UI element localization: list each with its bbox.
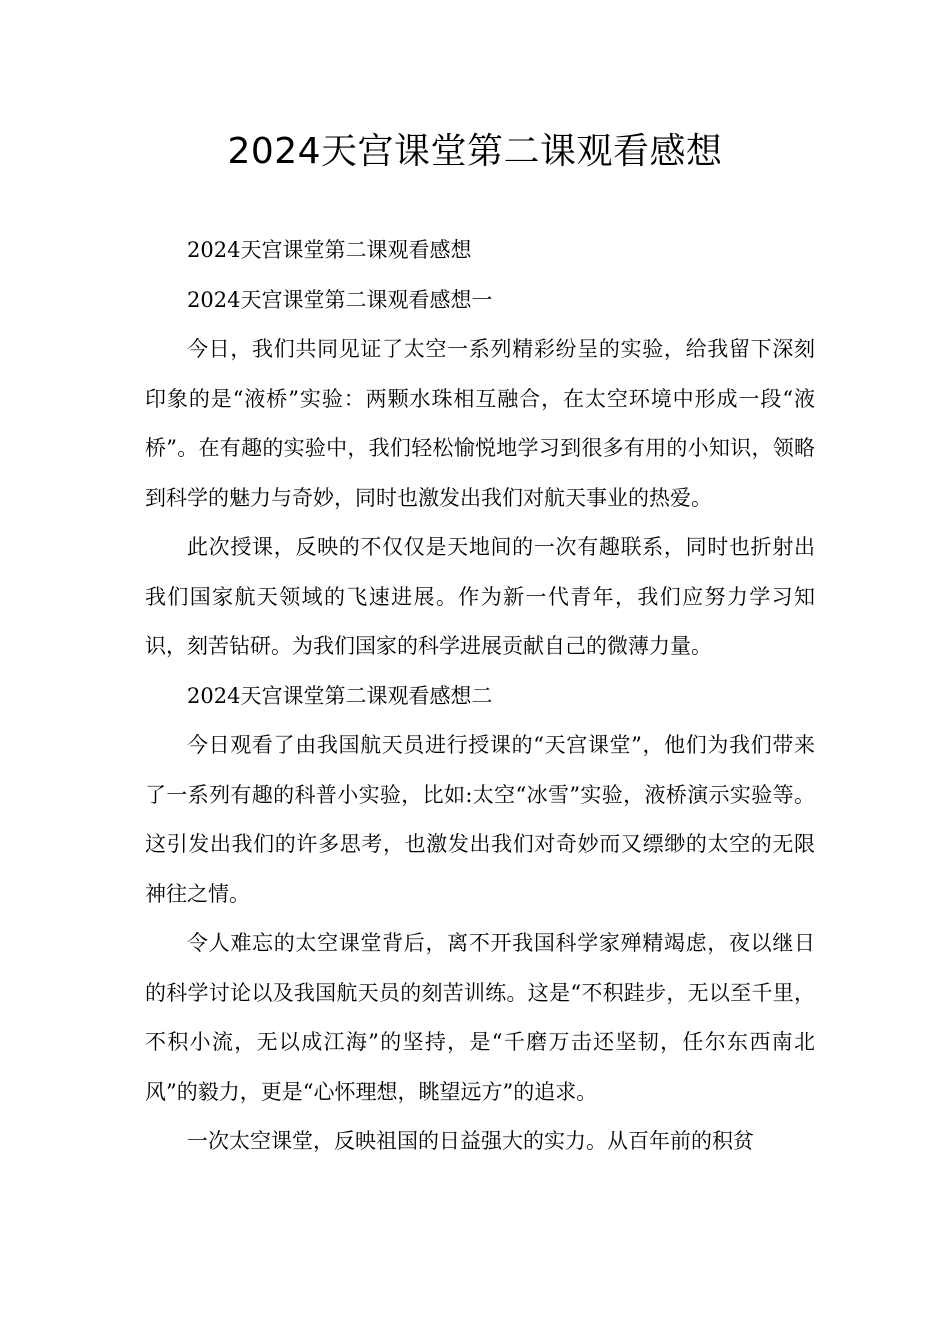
paragraph: 一次太空课堂，反映祖国的日益强大的实力。从百年前的积贫 [187,1129,754,1153]
paragraph: 今日，我们共同见证了太空一系列精彩纷呈的实验，给我留下深刻印象的是“液桥”实验：两颗水珠相互融合，在太空环境中形成一段“液桥”。在有趣的实验中，我们轻松愉悦地学习到很多有用的小知识，领略到科学的魅力与奇妙，同时也激发出我们对航天事业的热爱。 [145,337,815,510]
document-body [145,226,815,1167]
paragraph: 今日观看了由我国航天员进行授课的“天宫课堂”，他们为我们带来了一系列有趣的科普小实验，比如:太空“冰雪”实验，液桥演示实验等。这引发出我们的许多思考，也激发出我们对奇妙而又缥缈的太空的无限神往之情。 [145,733,815,906]
paragraph-subtitle: 2024天宫课堂第二课观看感想 [187,238,472,262]
paragraph-section-heading-1: 2024天宫课堂第二课观看感想一 [187,287,493,312]
paragraph: 令人难忘的太空课堂背后，离不开我国科学家殚精竭虑，夜以继日的科学讨论以及我国航天员的刻苦训练。这是“不积跬步，无以至千里，不积小流，无以成江海”的坚持，是“千磨万击还坚韧，任尔东西南北风”的毅力，更是“心怀理想，眺望远方”的追求。 [145,931,815,1104]
paragraph-section-heading-2: 2024天宫课堂第二课观看感想二 [187,683,493,708]
paragraph: 此次授课，反映的不仅仅是天地间的一次有趣联系，同时也折射出我们国家航天领域的飞速进展。作为新一代青年，我们应努力学习知识，刻苦钻研。为我们国家的科学进展贡献自己的微薄力量。 [145,535,815,658]
document-title: 2024天宫课堂第二课观看感想 [227,131,723,172]
